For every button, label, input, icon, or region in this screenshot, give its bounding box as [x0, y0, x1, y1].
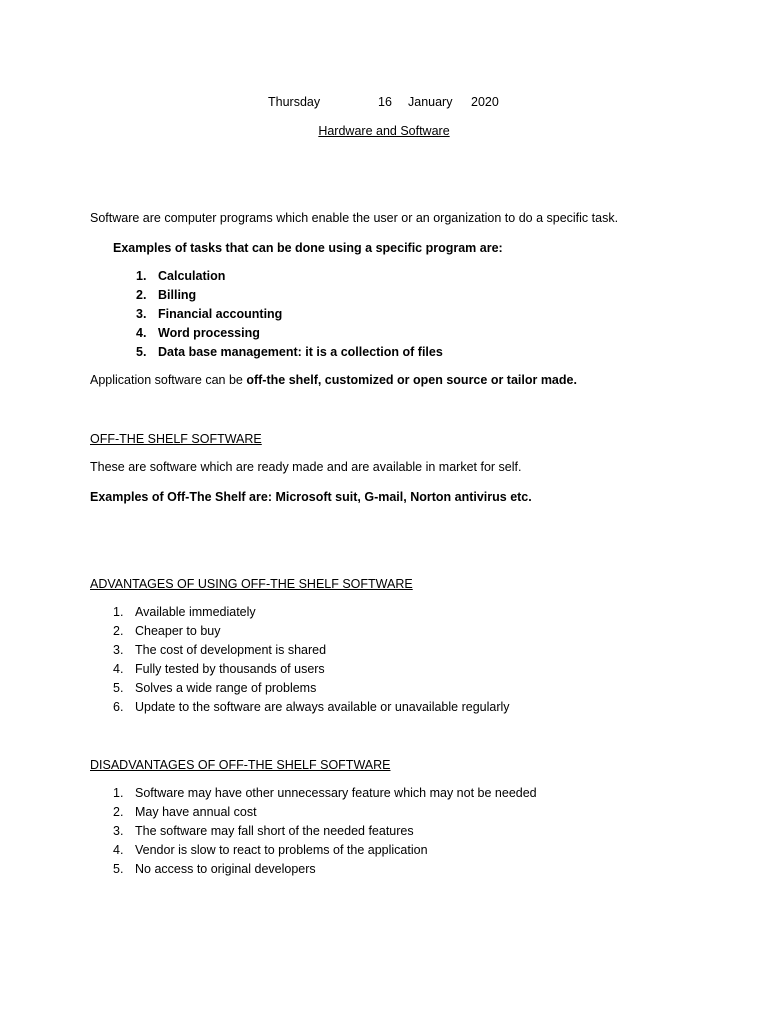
advantage-item-number: 1.	[113, 605, 124, 619]
date-day: Thursday	[268, 95, 321, 109]
disadvantage-item-text: No access to original developers	[135, 862, 316, 876]
disadvantage-item-number: 3.	[113, 824, 124, 838]
disadvantage-item-text: May have annual cost	[135, 805, 257, 819]
disadvantage-item	[113, 822, 537, 841]
task-item-number: 1.	[136, 269, 147, 283]
advantage-item-text: Available immediately	[135, 605, 256, 619]
task-item-text: Data base management: it is a collection of files	[158, 345, 443, 359]
disadvantage-item	[113, 860, 537, 879]
task-item-text: Word processing	[158, 326, 260, 340]
date-year: 2020	[471, 95, 499, 109]
advantage-item	[113, 603, 510, 622]
disadvantages-list	[113, 784, 537, 879]
disadvantage-item	[113, 841, 537, 860]
advantage-item-text: The cost of development is shared	[135, 643, 327, 657]
advantages-heading: ADVANTAGES OF USING OFF-THE SHELF SOFTWARE	[90, 577, 413, 591]
date-line	[268, 96, 499, 109]
advantage-item-text: Solves a wide range of problems	[135, 681, 317, 695]
task-item	[136, 286, 443, 305]
advantage-item	[113, 641, 510, 660]
advantage-item-number: 4.	[113, 662, 124, 676]
ots-examples: Examples of Off-The Shelf are: Microsoft suit, G-mail, Norton antivirus etc.	[90, 490, 532, 504]
disadvantage-item-number: 1.	[113, 786, 124, 800]
task-item	[136, 343, 443, 362]
date-number: 16	[378, 95, 392, 109]
disadvantage-item-number: 4.	[113, 843, 124, 857]
advantage-item-number: 3.	[113, 643, 124, 657]
advantage-item-number: 6.	[113, 700, 124, 714]
tasks-list	[136, 267, 443, 362]
date-month: January	[408, 95, 453, 109]
disadvantage-item-text: Software may have other unnecessary feature which may not be needed	[135, 786, 537, 800]
intro-paragraph: Software are computer programs which enable the user or an organization to do a specific task.	[90, 211, 619, 225]
ots-description: These are software which are ready made and are available in market for self.	[90, 460, 522, 474]
advantage-item-text: Update to the software are always available or unavailable regularly	[135, 700, 510, 714]
task-item-number: 4.	[136, 326, 147, 340]
application-sentence-start: Application software can be	[90, 373, 247, 387]
task-item	[136, 305, 443, 324]
advantage-item-number: 5.	[113, 681, 124, 695]
ots-heading: OFF-THE SHELF SOFTWARE	[90, 432, 262, 446]
advantage-item-number: 2.	[113, 624, 124, 638]
task-item-number: 5.	[136, 345, 147, 359]
task-item-number: 3.	[136, 307, 147, 321]
disadvantages-heading: DISADVANTAGES OF OFF-THE SHELF SOFTWARE	[90, 758, 391, 772]
disadvantage-item-text: Vendor is slow to react to problems of the application	[135, 843, 428, 857]
disadvantage-item	[113, 784, 537, 803]
task-item	[136, 267, 443, 286]
disadvantage-item-number: 5.	[113, 862, 124, 876]
task-item-text: Financial accounting	[158, 307, 283, 321]
advantage-item-text: Cheaper to buy	[135, 624, 221, 638]
advantage-item-text: Fully tested by thousands of users	[135, 662, 325, 676]
advantage-item	[113, 698, 510, 717]
application-software-sentence	[90, 374, 577, 387]
disadvantage-item-text: The software may fall short of the needed features	[135, 824, 414, 838]
advantage-item	[113, 660, 510, 679]
document-title: Hardware and Software	[318, 124, 450, 138]
task-item	[136, 324, 443, 343]
examples-intro: Examples of tasks that can be done using a specific program are:	[113, 241, 503, 255]
disadvantage-item-number: 2.	[113, 805, 124, 819]
advantages-list	[113, 603, 510, 717]
task-item-number: 2.	[136, 288, 147, 302]
task-item-text: Billing	[158, 288, 197, 302]
advantage-item	[113, 622, 510, 641]
application-sentence-bold: off-the shelf, customized or open source or tailor made.	[246, 373, 577, 387]
task-item-text: Calculation	[158, 269, 226, 283]
advantage-item	[113, 679, 510, 698]
disadvantage-item	[113, 803, 537, 822]
